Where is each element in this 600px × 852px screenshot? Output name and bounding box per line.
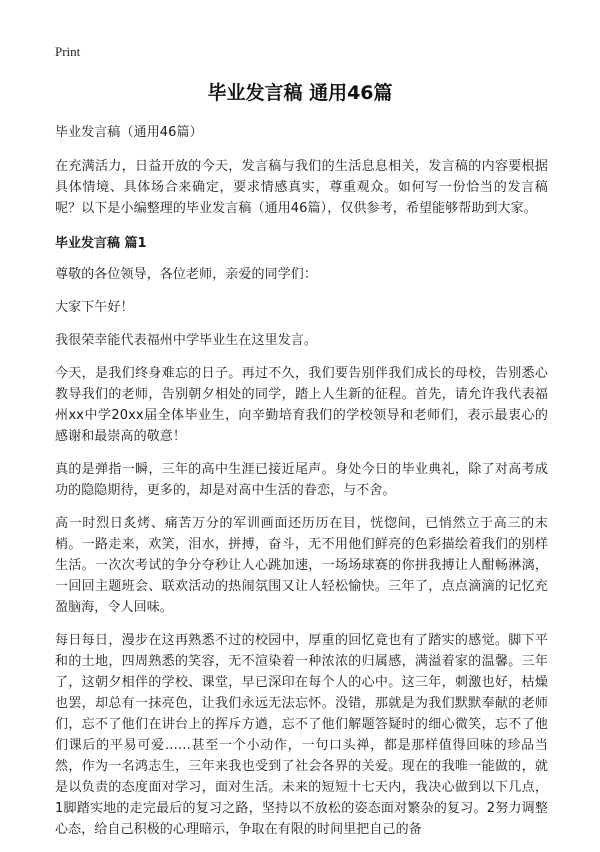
- paragraph-today: 今天，是我们终身难忘的日子。再过不久，我们要告别伴我们成长的母校，告别悉心教导我们的老师，告别朝夕相处的同学，踏上人生新的征程。首先，请允许我代表福州xx中学20xx届全体毕业生，向辛勤培育我们的学校领导和老师们，表示最衷心的感谢和最崇高的敬意！: [55, 366, 548, 444]
- page-title: 毕业发言稿 通用46篇: [207, 82, 393, 104]
- paragraph-greeting: 尊敬的各位领导，各位老师，亲爱的同学们：: [55, 267, 318, 282]
- paragraph-honor: 我很荣幸能代表福州中学毕业生在这里发言。: [55, 333, 318, 348]
- document-body: [55, 122, 548, 852]
- paragraph-hello: 大家下午好！: [55, 300, 134, 315]
- intro-paragraph: 在充满活力，日益开放的今天，发言稿与我们的生活息息相关，发言稿的内容要根据具体情境、具体场合来确定，要求情感真实，尊重观众。如何写一份恰当的发言稿呢？以下是小编整理的毕业发言稿（通用46篇），仅供参考，希望能够帮助到大家。: [55, 159, 548, 216]
- paragraph-campus: 每日每日，漫步在这再熟悉不过的校园中，厚重的回忆竟也有了踏实的感觉。脚下平和的土地，四周熟悉的笑容，无不渲染着一种浓浓的归属感，满溢着家的温馨。三年了，这朝夕相伴的学校、课堂，早已深印在每个人的心中。这三年，刺激也好，枯燥也罢，却总有一抹亮色，让我们永远无法忘怀。没错，那就是为我们默默奉献的老师们，忘不了他们在讲台上的挥斥方遒，忘不了他们解题答疑时的细心微笑，忘不了他们课后的平易可爱……甚至一个小动作，一句口头禅，都是那样值得回味的珍品当然，作为一名鸿志生，三年来我也受到了社会各界的关爱。现在的我唯一能做的，就是以负责的态度面对学习，面对生活。未来的短短十七天内，我决心做到以下几点，1脚踏实地的走完最后的复习之路，坚持以不放松的姿态面对繁杂的复习。2努力调整心态，给自己积极的心理暗示，争取在有限的时间里把自己的备: [55, 633, 548, 837]
- paragraph-memories: 高一时烈日炙烤、痛苦万分的军训画面还历历在目，恍惚间，已悄然立于高三的末梢。一路走来，欢笑，泪水，拼搏，奋斗，无不用他们鲜亮的色彩描绘着我们的别样生活。一次次考试的争分夺秒让人心跳加速，一场场球赛的你拼我搏让人酣畅淋漓，一回回主题班会、联欢活动的热闹氛围又让人轻松愉快。三年了，点点滴滴的记忆充盈脑海，令人回味。: [55, 516, 548, 615]
- paragraph-ceremony: 真的是弹指一瞬，三年的高中生涯已接近尾声。身处今日的毕业典礼，除了对高考成功的隐隐期待，更多的，却是对高中生活的眷恋，与不舍。: [55, 462, 548, 498]
- section-heading: 毕业发言稿 篇1: [55, 236, 147, 251]
- print-link[interactable]: Print: [55, 44, 81, 59]
- document-subtitle: 毕业发言稿（通用46篇）: [55, 125, 203, 140]
